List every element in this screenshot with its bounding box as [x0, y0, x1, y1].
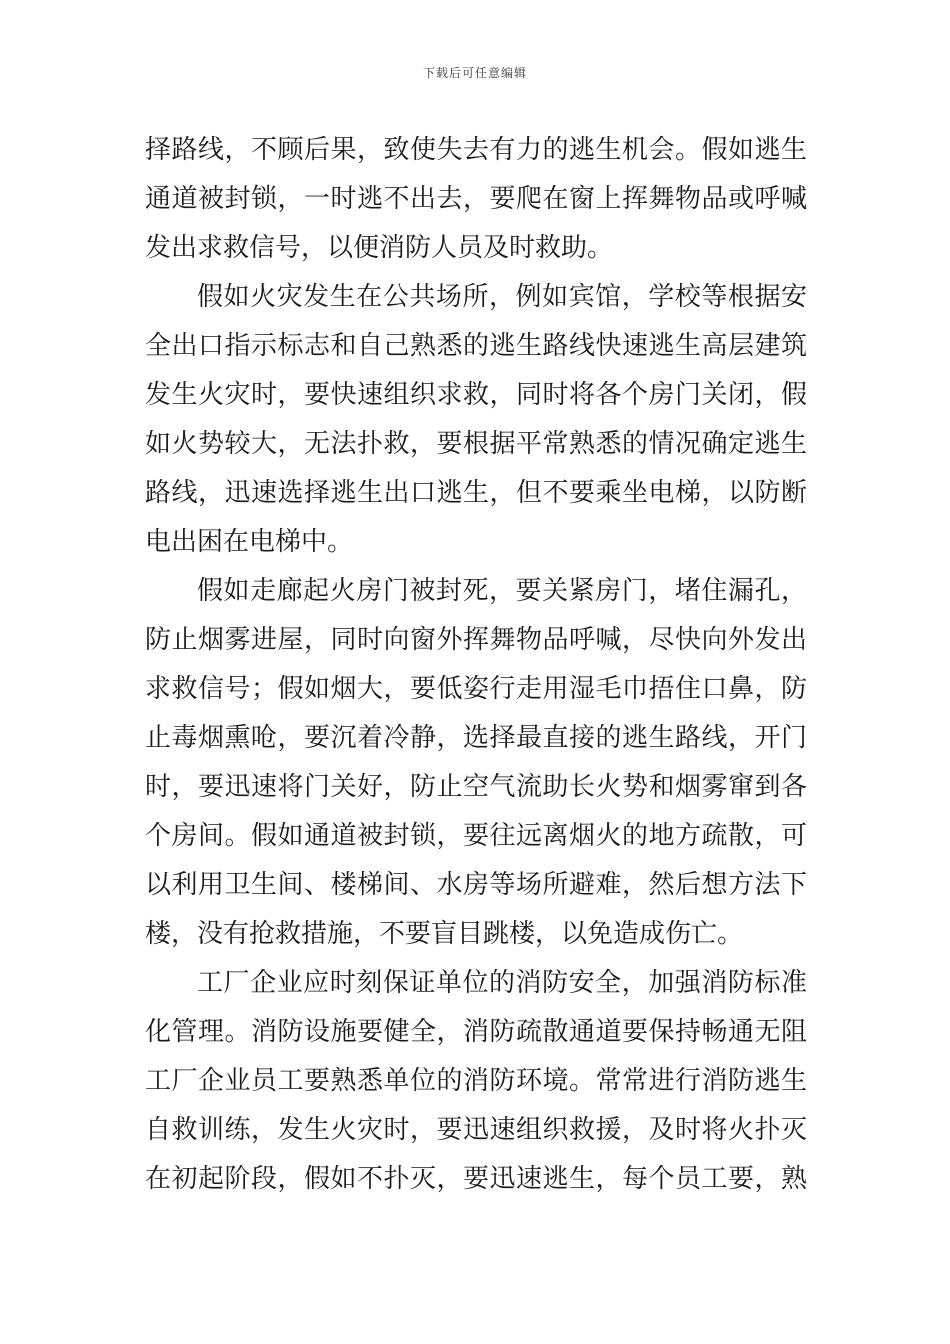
text-line: 在初起阶段，假如不扑灭，要迅速逃生，每个员工要，熟 [145, 1164, 807, 1194]
text-line: 如火势较大，无法扑救，要根据平常熟悉的情况确定逃生 [145, 429, 807, 459]
text-line: 个房间。假如通道被封锁，要往远离烟火的地方疏散，可 [145, 821, 807, 851]
text-line: 工厂企业应时刻保证单位的消防安全，加强消防标准 [197, 968, 807, 998]
text-line: 求救信号；假如烟大，要低姿行走用湿毛巾捂住口鼻，防 [145, 674, 807, 704]
text-line: 自救训练，发生火灾时，要迅速组织救援，及时将火扑灭 [145, 1115, 807, 1145]
text-line: 全出口指示标志和自己熟悉的逃生路线快速逃生高层建筑 [145, 331, 807, 361]
text-line: 发出求救信号，以便消防人员及时救助。 [145, 233, 614, 263]
text-line: 楼，没有抢救措施，不要盲目跳楼，以免造成伤亡。 [145, 919, 744, 949]
text-line: 工厂企业员工要熟悉单位的消防环境。常常进行消防逃生 [145, 1066, 807, 1096]
text-line: 通道被封锁，一时逃不出去，要爬在窗上挥舞物品或呼喊 [145, 184, 807, 214]
text-line: 以利用卫生间、楼梯间、水房等场所避难，然后想方法下 [145, 870, 807, 900]
body-text [145, 126, 807, 1204]
text-line: 路线，迅速选择逃生出口逃生，但不要乘坐电梯，以防断 [145, 478, 807, 508]
text-line: 时，要迅速将门关好，防止空气流助长火势和烟雾窜到各 [145, 772, 807, 802]
page-header: 下载后可任意编辑 [422, 66, 527, 80]
text-line: 假如火灾发生在公共场所，例如宾馆，学校等根据安 [197, 282, 807, 312]
text-line: 电出困在电梯中。 [145, 527, 354, 557]
text-line: 发生火灾时，要快速组织求救，同时将各个房门关闭，假 [145, 380, 807, 410]
text-line: 止毒烟熏呛，要沉着冷静，选择最直接的逃生路线，开门 [145, 723, 807, 753]
text-line: 择路线，不顾后果，致使失去有力的逃生机会。假如逃生 [145, 135, 807, 165]
text-line: 防止烟雾进屋，同时向窗外挥舞物品呼喊，尽快向外发出 [145, 625, 807, 655]
text-line: 假如走廊起火房门被封死，要关紧房门，堵住漏孔， [197, 576, 807, 606]
text-line: 化管理。消防设施要健全，消防疏散通道要保持畅通无阻 [145, 1017, 807, 1047]
